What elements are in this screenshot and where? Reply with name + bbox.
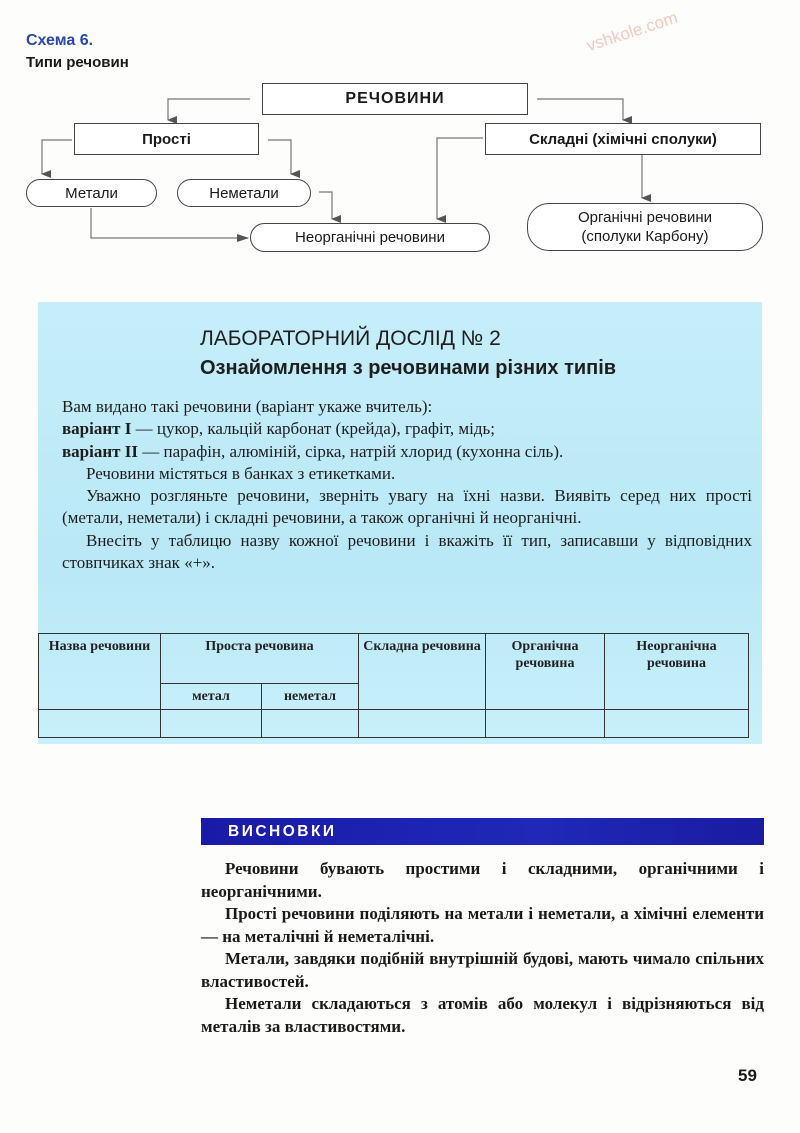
lab-intro: Вам видано такі речовини (варіант укаже вчитель):: [62, 397, 433, 416]
table-cell[interactable]: [161, 710, 262, 738]
scheme-node-nonmetals: [177, 179, 311, 207]
connector-simple-metals: [42, 140, 72, 174]
col-header-complex: Складна речовина: [359, 634, 486, 710]
conclusion-paragraph: Метали, завдяки подібній внутрішній будові, мають чимало спільних властивостей.: [201, 949, 764, 991]
conclusion-paragraph: Речовини бувають простими і складними, органічними і неорганічними.: [201, 859, 764, 901]
conclusion-paragraph: Прості речовини поділяють на метали і неметали, а хімічні елементи — на металічні й неметалічні.: [201, 904, 764, 946]
table-cell[interactable]: [262, 710, 359, 738]
scheme-node-complex: [485, 123, 761, 155]
sub-header-nonmetal: неметал: [262, 684, 359, 710]
lab-instructions: [62, 396, 752, 574]
scheme-node-simple: [74, 123, 259, 155]
node-label: (сполуки Карбону): [581, 228, 709, 245]
node-label: Органічні речовини: [577, 209, 713, 226]
table-header-row: [39, 634, 749, 684]
page-number: 59: [738, 1066, 757, 1085]
node-label: Прості: [142, 130, 191, 148]
lab-results-table: [38, 633, 749, 738]
connector-complex-inorganic: [437, 138, 483, 219]
variant-label: варіант I: [62, 419, 132, 439]
node-label: РЕЧОВИНИ: [345, 90, 445, 107]
conclusions-text: [201, 858, 764, 1038]
table-cell[interactable]: [486, 710, 605, 738]
table-cell[interactable]: [39, 710, 161, 738]
lab-subheading: Ознайомлення з речовинами різних типів: [200, 357, 617, 379]
node-label: Неорганічні речовини: [295, 229, 445, 246]
col-header-inorganic: Неорганічна речовина: [605, 634, 749, 710]
watermark: vshkole.com: [584, 7, 680, 56]
conclusion-paragraph: Неметали складаються з атомів або молекул і відрізняються від металів за властивостями.: [201, 994, 764, 1036]
variant-label: варіант II: [62, 441, 138, 461]
lab-variant-1: [62, 418, 752, 440]
scheme-number: Схема 6.: [26, 32, 94, 49]
lab-variant-2: [62, 441, 752, 463]
conclusions-title: ВИСНОВКИ: [228, 823, 337, 840]
sub-header-metal: метал: [161, 684, 262, 710]
node-label: Складні (хімічні сполуки): [529, 130, 717, 148]
col-header-organic: Органічна речовина: [486, 634, 605, 710]
scheme-node-substances: [262, 83, 528, 115]
lab-paragraph: Внесіть у таблицю назву кожної речовини і вкажіть її тип, записавши у відповідних стовпчиках знак «+».: [62, 530, 752, 573]
lab-heading: ЛАБОРАТОРНИЙ ДОСЛІД № 2: [200, 327, 501, 350]
table-cell[interactable]: [359, 710, 486, 738]
variant-text: — парафін, алюміній, сірка, натрій хлорид (кухонна сіль).: [138, 441, 564, 461]
connector-root-complex: [537, 99, 623, 120]
connector-simple-nonmetals: [268, 140, 291, 174]
connector-nonmetals-inorganic: [319, 192, 332, 219]
scheme-node-organic: [527, 203, 763, 251]
node-label: Метали: [65, 184, 118, 202]
col-header-name: Назва речовини: [39, 634, 161, 710]
connector-metals-inorganic: [91, 208, 248, 238]
col-header-simple: Проста речовина: [161, 634, 359, 684]
connector-root-simple: [168, 99, 250, 120]
scheme-node-inorganic: [250, 223, 490, 252]
scheme-node-metals: [26, 179, 157, 207]
scheme-title: Типи речовин: [26, 54, 129, 71]
variant-text: — цукор, кальцій карбонат (крейда), графіт, мідь;: [131, 419, 495, 439]
table-row: [39, 710, 749, 738]
node-label: Неметали: [209, 184, 279, 202]
table-cell[interactable]: [605, 710, 749, 738]
lab-paragraph: Уважно розгляньте речовини, зверніть увагу на їхні назви. Виявіть серед них прості (метали, неметали) і складні речовини, а також органічні й неорганічні.: [62, 486, 752, 528]
lab-paragraph: Речовини містяться в банках з етикетками.: [86, 463, 396, 483]
